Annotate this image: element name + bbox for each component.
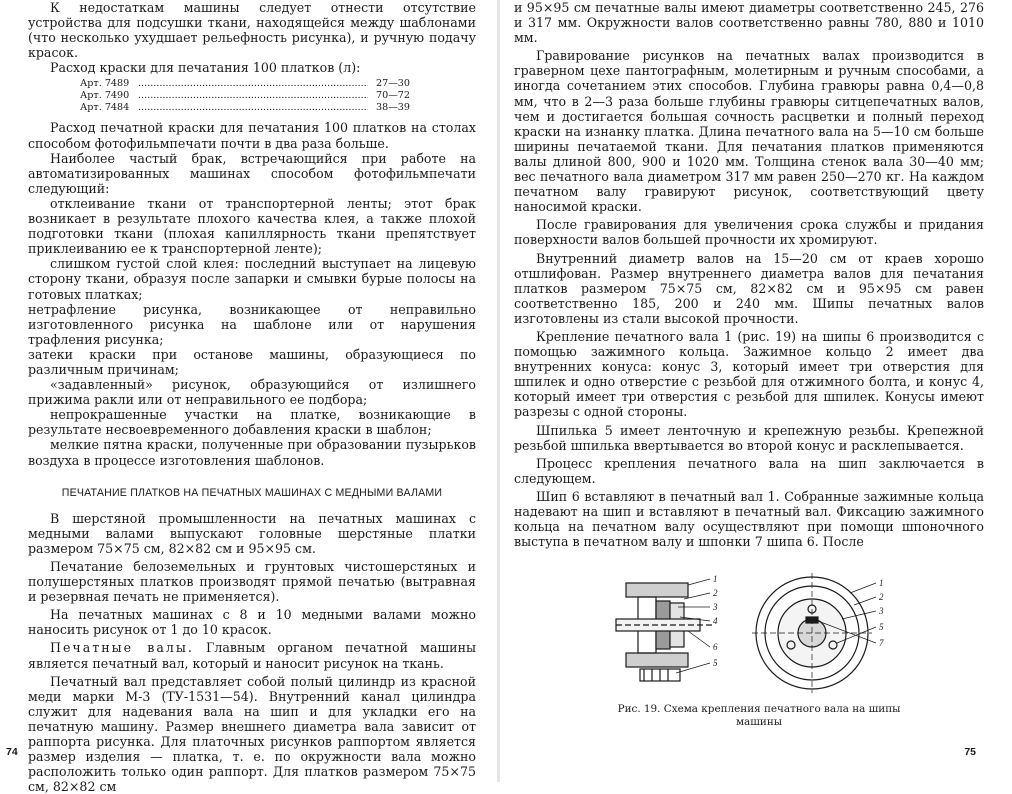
fastening-paragraph: Крепление печатного вала 1 (рис. 19) на шипы 6 производится с помощью зажимного кольца. Зажимное кольцо 2 имеет два внутренних конуса: конус 3, который имеет три отверстия для шпилек и одно отверстие с резьбой для отжимного болта, и конус 4, который имеет три отверстия с резьбой для шпилек. Конусы имеют разрезы с одной стороны. bbox=[514, 328, 984, 420]
leader-dots bbox=[138, 90, 368, 102]
expense-article: Арт. 7490 bbox=[80, 90, 130, 102]
expense-row bbox=[80, 78, 410, 90]
section-heading: ПЕЧАТАНИЕ ПЛАТКОВ НА ПЕЧАТНЫХ МАШИНАХ С МЕДНЫМИ ВАЛАМИ bbox=[61, 486, 443, 499]
left-page-text bbox=[28, 0, 476, 794]
fig-label: 1 bbox=[713, 574, 718, 585]
engraving-paragraph: Гравирование рисунков на печатных валах производится в граверном цехе пантографным, молетирным и ручным способами, а иногда сочетанием этих способов. Глубина гравюры равна 0,4—0,8 мм, что в 2—3 раза больше глубины гравюры ситцепечатных валов, чем и достигается большая сочность расцветки и полный переход краски на изнанку платка. Длина печатного вала на 5—10 см больше ширины печатаемой ткани. Для печатания платков применяются валы длиной 800, 900 и 1020 мм. Толщина стенок вала 30—40 мм; вес печатного вала диаметром 317 мм равен 250—270 кг. На каждом печатном валу гравируют рисунок, соответствующий цвету наносимой краски. bbox=[514, 48, 984, 215]
fig-label: 1 bbox=[879, 578, 884, 589]
leader-line bbox=[850, 583, 876, 593]
expense-article: Арт. 7489 bbox=[80, 78, 130, 90]
leader-line bbox=[688, 631, 710, 647]
page-number-right: 75 bbox=[964, 746, 976, 758]
expense-article: Арт. 7484 bbox=[80, 102, 130, 114]
expense-value: 27—30 bbox=[375, 78, 410, 90]
figure-caption: Рис. 19. Схема крепления печатного вала на шипы машины bbox=[617, 703, 901, 728]
defect-item: непрокрашенные участки на платке, возникающие в результате несвоевременного добавления краски в шаблон; bbox=[28, 407, 476, 438]
expense-value: 38—39 bbox=[375, 102, 410, 114]
fig-label: 2 bbox=[713, 588, 718, 599]
fig-label: 7 bbox=[879, 638, 884, 649]
expense-value: 70—72 bbox=[375, 90, 410, 102]
figure-19 bbox=[514, 571, 984, 728]
fig-label: 3 bbox=[713, 602, 718, 613]
rollers-text: Главным органом печатной машины является печатный вал, который и наносит рисунок на ткань. bbox=[28, 640, 476, 671]
defect-item: мелкие пятна краски, полученные при образовании пузырьков воздуха в процессе изготовления шаблонов. bbox=[28, 437, 476, 468]
defect-item: «задавленный» рисунок, образующийся от излишнего прижима ракли или от неправильного ее подбора; bbox=[28, 377, 476, 408]
defect-item: нетрафление рисунка, возникающее от неправильно изготовленного рисунка на шаблоне или от нарушения трафления рисунка; bbox=[28, 301, 476, 347]
roller-wall-bottom bbox=[626, 653, 688, 667]
rollers-paragraph bbox=[28, 640, 476, 670]
inner-diameter-paragraph: Внутренний диаметр валов на 15—20 см от краев хорошо отшлифован. Размер внутреннего диаметра валов для печатания платков размером 75×75 см, 82×82 см и 95×95 см равен соответственно 185, 200 и 240 мм. Шипы печатных валов изготовлены из стали высокой прочности. bbox=[514, 250, 984, 326]
fig-label: 5 bbox=[879, 622, 884, 633]
chrome-paragraph: После гравирования для увеличения срока службы и придания поверхности валов большей прочности их хромируют. bbox=[514, 217, 984, 248]
leader-line bbox=[688, 579, 710, 585]
wool-paragraph: В шерстяной промышленности на печатных машинах с медными валами выпускают головные шерстяные платки размером 75×75 см, 82×82 см и 95×95 см. bbox=[28, 510, 476, 556]
roller-fastening-diagram bbox=[614, 571, 904, 701]
roller-wall-top bbox=[626, 583, 688, 597]
fig-label: 6 bbox=[713, 642, 718, 653]
leader-dots bbox=[138, 78, 368, 90]
expense-paragraph: Расход печатной краски для печатания 100 платков на столах способом фотофильмпечати почти в два раза больше. bbox=[28, 120, 476, 151]
machines-paragraph: На печатных машинах с 8 и 10 медными валами можно наносить рисунок от 1 до 10 красок. bbox=[28, 607, 476, 638]
leader-line bbox=[842, 611, 876, 619]
defect-item: затеки краски при останове машины, образующиеся по различным причинам; bbox=[28, 346, 476, 377]
defect-item: слишком густой слой клея: последний выступает на лицевую сторону ткани, образуя после запарки и смывки бурые полосы на готовых платках; bbox=[28, 256, 476, 302]
intro-paragraph: К недостаткам машины следует отнести отсутствие устройства для подсушки ткани, находящейся между шаблонами (что несколько ухудшает рельефность рисунка), и ручную подачу красок. bbox=[28, 0, 476, 61]
right-page-text bbox=[514, 0, 984, 728]
fig-label: 5 bbox=[713, 658, 718, 669]
expense-table bbox=[80, 78, 410, 114]
right-page bbox=[500, 0, 1012, 782]
shaft-paragraph: Шип 6 вставляют в печатный вал 1. Собранные зажимные кольца надевают на шип и вставляют в печатный вал. Фиксацию зажимного кольца на печатном валу осуществляют при помощи шпоночного выступа в печатном валу и шпонки 7 шипа 6. После bbox=[514, 488, 984, 550]
end-view bbox=[752, 573, 876, 693]
defect-item: отклеивание ткани от транспортерной ленты; этот брак возникает в результате плохого качества клея, а также плохой подготовки ткани (плохая капиллярность ткани препятствует приклеиванию ее к транспортерной ленте); bbox=[28, 195, 476, 257]
rollers-run-in-title: Печатные валы. bbox=[50, 640, 194, 656]
pin-paragraph: Шпилька 5 имеет ленточную и крепежную резьбы. Крепежной резьбой шпилька ввертывается во второй конус и расклепывается. bbox=[514, 422, 984, 453]
continued-paragraph: и 95×95 см печатные валы имеют диаметры соответственно 245, 276 и 317 мм. Окружности валов соответственно равны 780, 880 и 1010 мм. bbox=[514, 0, 984, 46]
fig-label: 4 bbox=[713, 616, 718, 627]
process-paragraph: Процесс крепления печатного вала на шип заключается в следующем. bbox=[514, 455, 984, 486]
expense-row bbox=[80, 102, 410, 114]
fig-label: 2 bbox=[879, 592, 884, 603]
section-view bbox=[616, 579, 714, 681]
printing-paragraph: Печатание белоземельных и грунтовых чистошерстяных и полушерстяных платков производят прямой печатью (вытравная и резервная печать не применяется). bbox=[28, 559, 476, 605]
cylinder-paragraph: Печатный вал представляет собой полый цилиндр из красной меди марки М-3 (ТУ-1531—54). Внутренний канал цилиндра служит для надевания вала на шип и для укладки его на печатную машину. Размер внешнего диаметра вала зависит от раппорта рисунка. Для платочных рисунков раппортом является размер изделия — платка, т. е. по окружности вала можно расположить только один раппорт. Для платков размером 75×75 см, 82×82 см bbox=[28, 673, 476, 794]
page-number-left: 74 bbox=[6, 746, 18, 758]
fig-label: 3 bbox=[879, 606, 884, 617]
defects-intro: Наиболее частый брак, встречающийся при работе на автоматизированных машинах способом фотофильмпечати следующий: bbox=[28, 150, 476, 196]
expense-title: Расход краски для печатания 100 платков (л): bbox=[50, 60, 361, 76]
leader-dots bbox=[138, 102, 368, 114]
left-page bbox=[0, 0, 500, 794]
expense-row bbox=[80, 90, 410, 102]
